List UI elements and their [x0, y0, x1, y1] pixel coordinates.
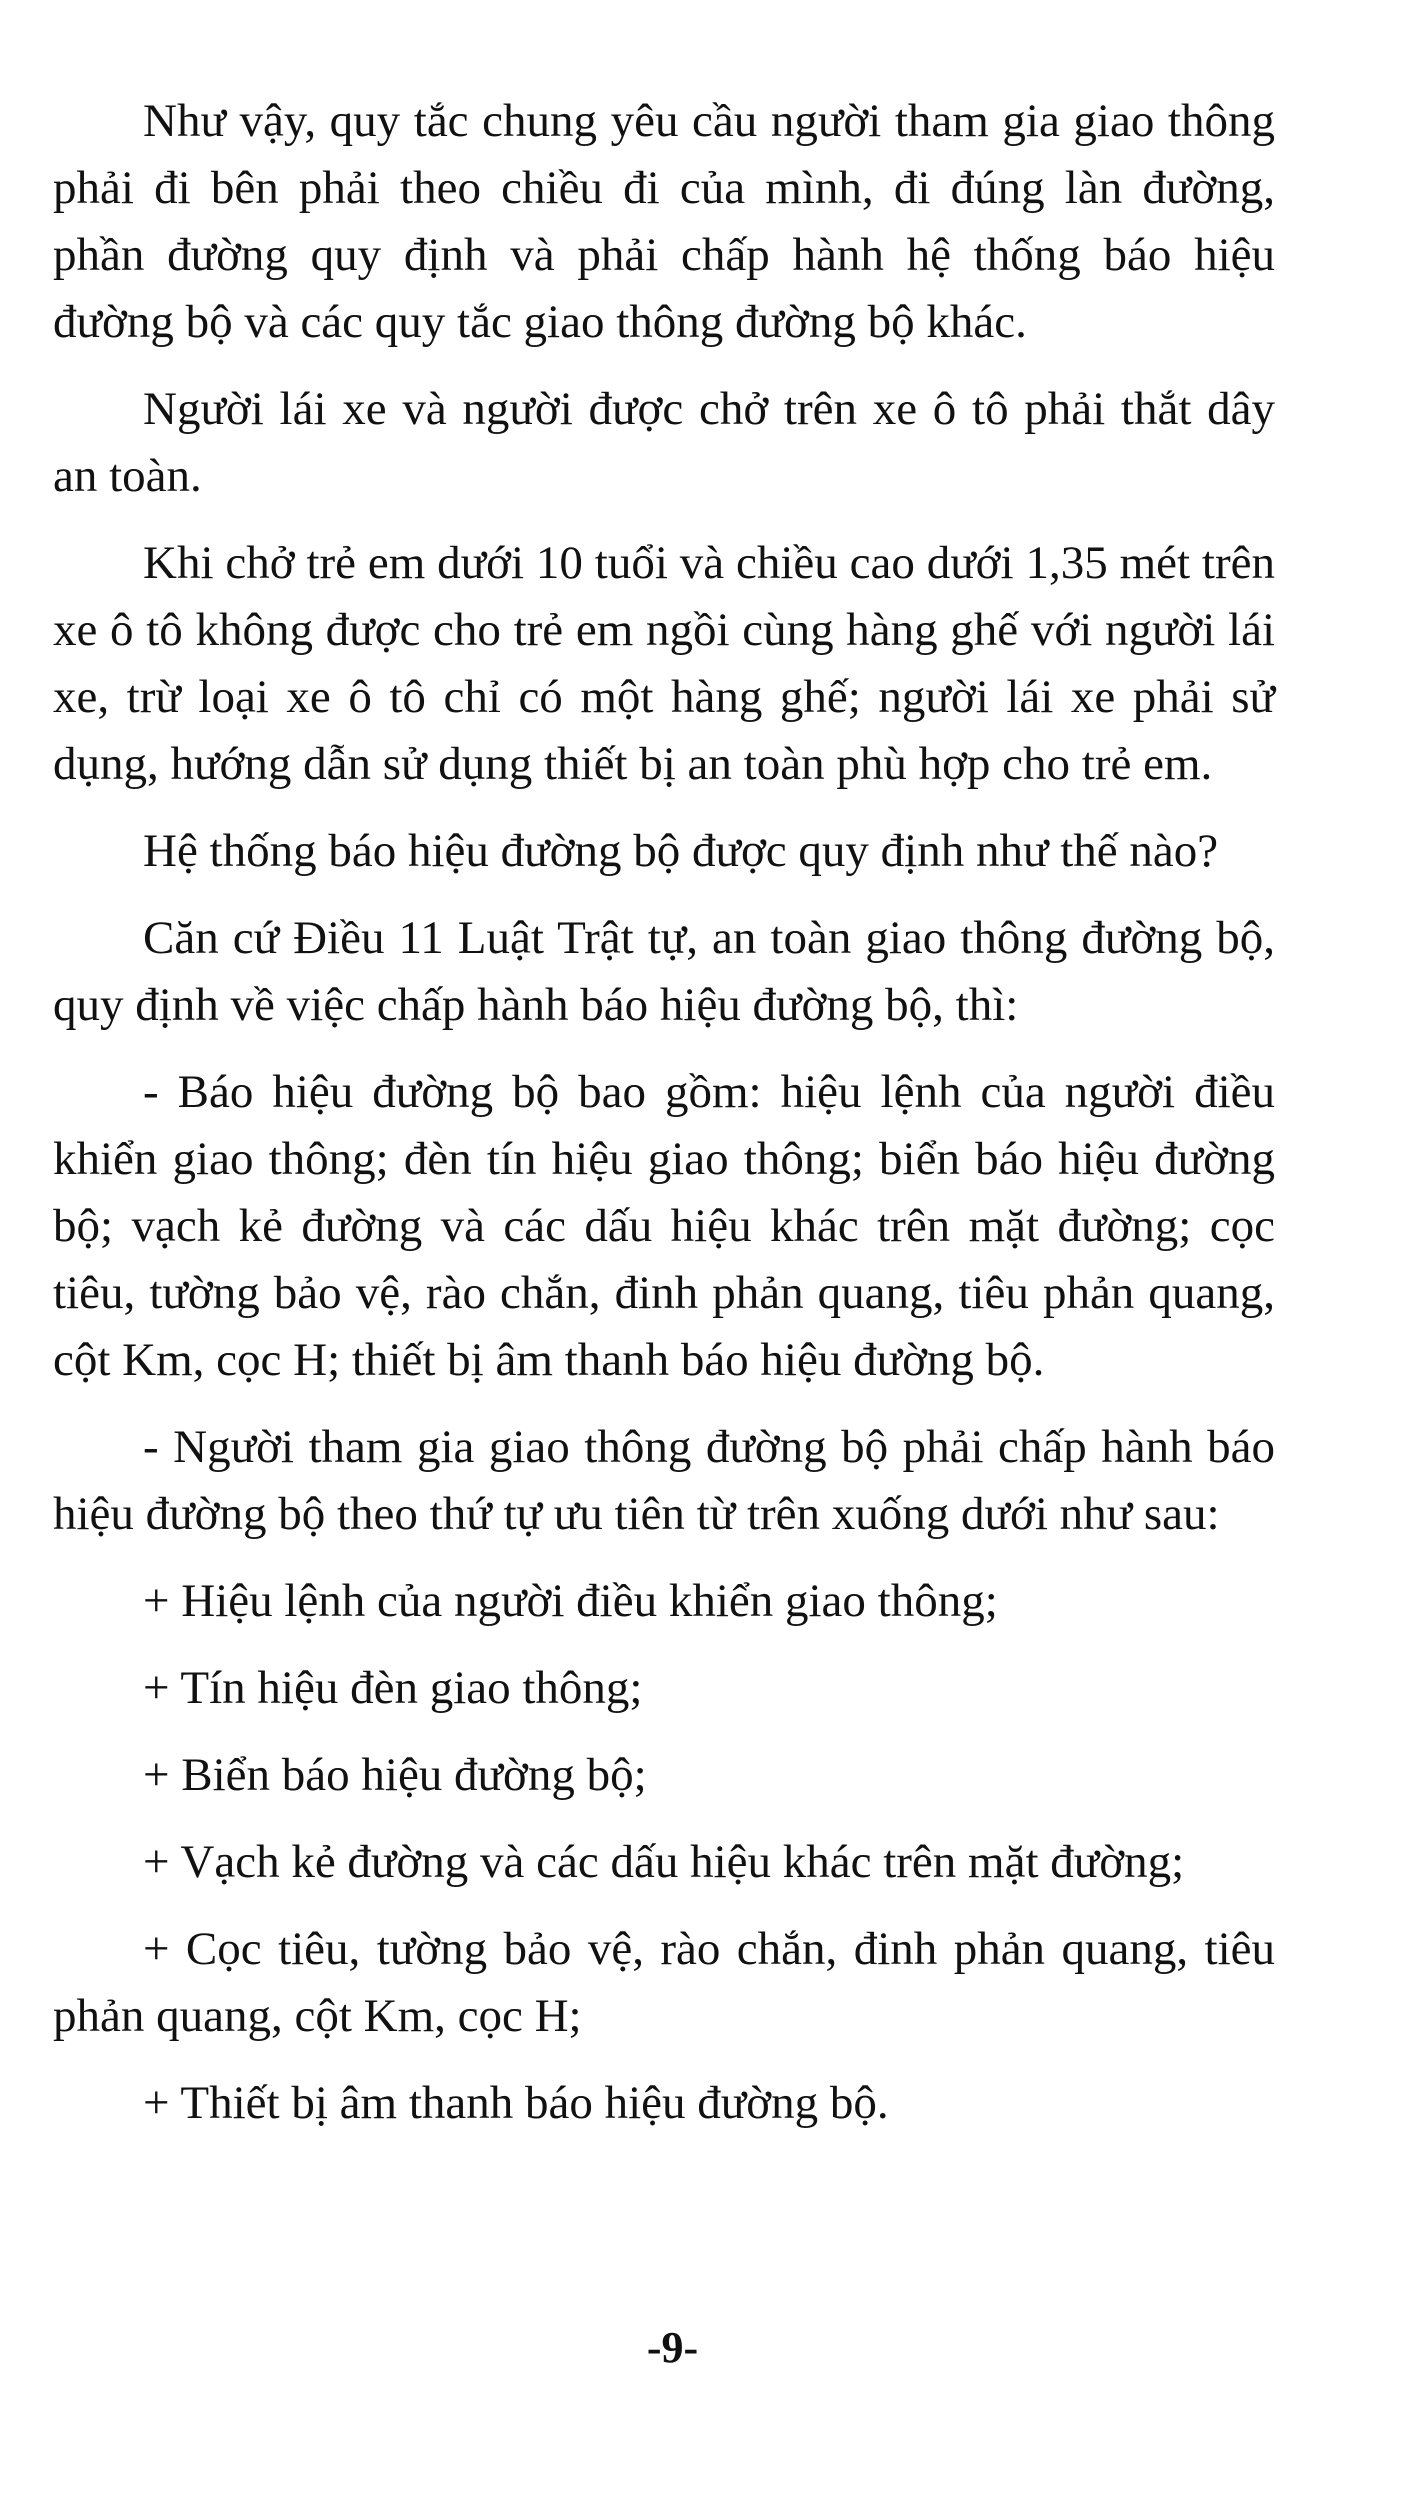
paragraph-legal-basis: Căn cứ Điều 11 Luật Trật tự, an toàn giao thông đường bộ, quy định về việc chấp hành báo hiệu đường bộ, thì: [53, 912, 1275, 1031]
page-number: -9- [646, 2323, 699, 2372]
question-heading: Hệ thống báo hiệu đường bộ được quy định như thế nào? [143, 825, 1219, 877]
paragraph-traffic-rules-summary: Như vậy, quy tắc chung yêu cầu người tham gia giao thông phải đi bên phải theo chiều đi của mình, đi đúng làn đường, phần đường quy định và phải chấp hành hệ thống báo hiệu đường bộ và các quy tắc giao thông đường bộ khác. [53, 95, 1275, 348]
list-item: + Vạch kẻ đường và các dấu hiệu khác trên mặt đường; [143, 1836, 1185, 1888]
paragraph-signal-types: - Báo hiệu đường bộ bao gồm: hiệu lệnh của người điều khiển giao thông; đèn tín hiệu giao thông; biển báo hiệu đường bộ; vạch kẻ đường và các dấu hiệu khác trên mặt đường; cọc tiêu, tường bảo vệ, rào chắn, đinh phản quang, tiêu phản quang, cột Km, cọc H; thiết bị âm thanh báo hiệu đường bộ. [53, 1066, 1275, 1386]
list-item: + Biển báo hiệu đường bộ; [143, 1749, 647, 1801]
body-text [53, 88, 1275, 2157]
paragraph-priority-order: - Người tham gia giao thông đường bộ phải chấp hành báo hiệu đường bộ theo thứ tự ưu tiên từ trên xuống dưới như sau: [53, 1421, 1275, 1540]
paragraph-seatbelt: Người lái xe và người được chở trên xe ô tô phải thắt dây an toàn. [53, 383, 1275, 502]
list-item: + Tín hiệu đèn giao thông; [143, 1662, 643, 1714]
list-item: + Thiết bị âm thanh báo hiệu đường bộ. [143, 2077, 889, 2129]
list-item: + Cọc tiêu, tường bảo vệ, rào chắn, đinh phản quang, tiêu phản quang, cột Km, cọc H; [53, 1923, 1275, 2042]
paragraph-child-passengers: Khi chở trẻ em dưới 10 tuổi và chiều cao dưới 1,35 mét trên xe ô tô không được cho trẻ em ngồi cùng hàng ghế với người lái xe, trừ loại xe ô tô chỉ có một hàng ghế; người lái xe phải sử dụng, hướng dẫn sử dụng thiết bị an toàn phù hợp cho trẻ em. [53, 537, 1275, 790]
list-item: + Hiệu lệnh của người điều khiển giao thông; [143, 1575, 998, 1627]
